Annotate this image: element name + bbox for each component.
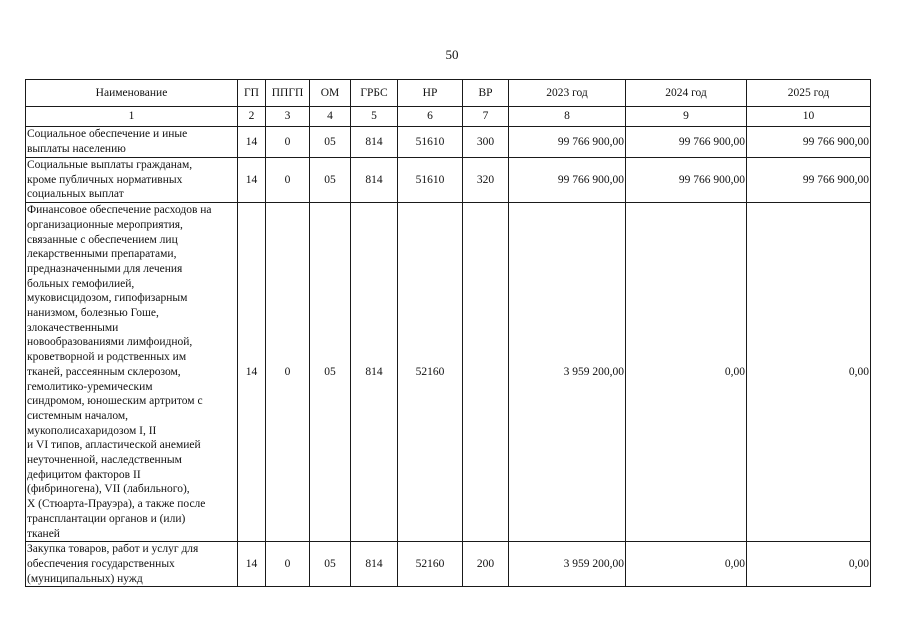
row-2025-amount: 0,00	[747, 203, 871, 542]
table-row	[26, 158, 871, 203]
row-2025-amount: 0,00	[747, 542, 871, 587]
row-vr	[463, 203, 509, 542]
row-gp: 14	[238, 127, 266, 158]
row-ppgp: 0	[266, 158, 310, 203]
row-2024-amount: 99 766 900,00	[626, 127, 747, 158]
row-vr: 300	[463, 127, 509, 158]
row-2024-amount: 99 766 900,00	[626, 158, 747, 203]
row-grbs: 814	[351, 158, 398, 203]
column-number: 2	[238, 107, 266, 127]
row-2025-amount: 99 766 900,00	[747, 158, 871, 203]
row-om: 05	[310, 542, 351, 587]
header-gp: ГП	[238, 80, 266, 107]
column-number: 6	[398, 107, 463, 127]
row-nr: 51610	[398, 127, 463, 158]
row-2024-amount: 0,00	[626, 203, 747, 542]
row-grbs: 814	[351, 542, 398, 587]
column-number: 8	[509, 107, 626, 127]
row-2023-amount: 99 766 900,00	[509, 127, 626, 158]
column-number: 1	[26, 107, 238, 127]
header-vr: ВР	[463, 80, 509, 107]
row-name-cell	[26, 158, 238, 203]
row-ppgp: 0	[266, 127, 310, 158]
row-name: Социальное обеспечение и иные выплаты населению	[27, 128, 188, 155]
row-name: Закупка товаров, работ и услуг для обеспечения государственных (муниципальных) нужд	[27, 543, 199, 585]
row-grbs: 814	[351, 127, 398, 158]
row-2023-amount: 3 959 200,00	[509, 542, 626, 587]
header-om: ОМ	[310, 80, 351, 107]
row-gp: 14	[238, 542, 266, 587]
row-vr: 200	[463, 542, 509, 587]
row-nr: 52160	[398, 203, 463, 542]
budget-table	[25, 79, 871, 587]
row-ppgp: 0	[266, 542, 310, 587]
row-nr: 52160	[398, 542, 463, 587]
column-number: 10	[747, 107, 871, 127]
row-2023-amount: 3 959 200,00	[509, 203, 626, 542]
row-name-cell	[26, 542, 238, 587]
header-ppgp: ППГП	[266, 80, 310, 107]
column-number: 3	[266, 107, 310, 127]
table-row	[26, 127, 871, 158]
row-ppgp: 0	[266, 203, 310, 542]
page-number: 50	[445, 47, 459, 62]
row-name-cell	[26, 203, 238, 542]
header-name: Наименование	[26, 80, 238, 107]
column-number: 4	[310, 107, 351, 127]
header-nr: НР	[398, 80, 463, 107]
row-gp: 14	[238, 158, 266, 203]
row-om: 05	[310, 127, 351, 158]
row-grbs: 814	[351, 203, 398, 542]
column-number: 9	[626, 107, 747, 127]
header-2024: 2024 год	[626, 80, 747, 107]
column-number-row	[26, 107, 871, 127]
column-number: 5	[351, 107, 398, 127]
table-row	[26, 203, 871, 542]
header-2023: 2023 год	[509, 80, 626, 107]
row-vr: 320	[463, 158, 509, 203]
row-name: Социальные выплаты гражданам, кроме публичных нормативных социальных выплат	[27, 159, 193, 201]
row-2025-amount: 99 766 900,00	[747, 127, 871, 158]
header-2025: 2025 год	[747, 80, 871, 107]
row-om: 05	[310, 158, 351, 203]
header-row	[26, 80, 871, 107]
table-row	[26, 542, 871, 587]
header-grbs: ГРБС	[351, 80, 398, 107]
column-number: 7	[463, 107, 509, 127]
row-name-cell	[26, 127, 238, 158]
row-name: Финансовое обеспечение расходов на организационные мероприятия, связанные с обеспечением лиц лекарственными препаратами, предназначенными для лечения больных гемофилией, муковисцидозом, гипофизарным нанизмом, болезнью Гоше, злокачественными новообразованиями лимфоидной, кроветворной и родственных им тканей, рассеянным склерозом, гемолитико-уремическим синдромом, юношеским артритом с системным началом, мукополисахаридозом I, II и VI типов, апластической анемией неуточненной, наследственным дефицитом факторов II (фибриногена), VII (лабильного), X (Стюарта-Прауэра), а также после трансплантации органов и (или) тканей	[27, 204, 212, 540]
row-om: 05	[310, 203, 351, 542]
row-gp: 14	[238, 203, 266, 542]
row-2024-amount: 0,00	[626, 542, 747, 587]
row-2023-amount: 99 766 900,00	[509, 158, 626, 203]
row-nr: 51610	[398, 158, 463, 203]
